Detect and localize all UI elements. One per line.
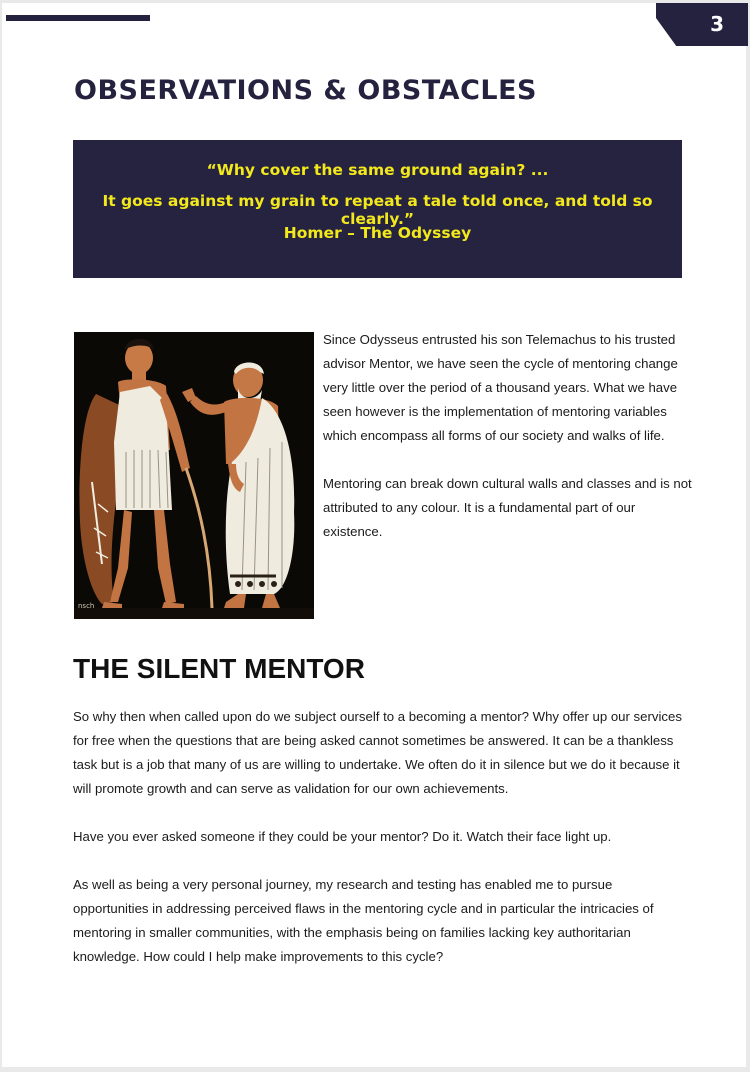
page-number-tab — [656, 3, 748, 46]
vase-painting-image — [74, 332, 314, 619]
intro-paragraph-1: Since Odysseus entrusted his son Telemachus to his trusted advisor Mentor, we have seen the cycle of mentoring change very little over the period of a thousand years. What we have seen however is the implementation of mentoring variables which encompass all forms of our society and walks of life. — [323, 332, 678, 443]
page-number: 3 — [710, 12, 724, 36]
body-text — [73, 705, 685, 993]
quote-line-1: “Why cover the same ground again? ... — [206, 161, 549, 179]
quote-box — [73, 140, 682, 278]
intro-text — [323, 328, 693, 568]
painter-signature: nsch — [78, 602, 95, 610]
header-rule — [6, 15, 150, 21]
body-paragraph-1: So why then when called upon do we subject ourself to a becoming a mentor? Why offer up our services for free when the questions that are being asked cannot sometimes be answered. It can be a thankless task but is a job that many of us are willing to undertake. We often do it in silence but we do it because it will promote growth and can serve as validation for our own achievements. — [73, 709, 682, 796]
section-title: OBSERVATIONS & OBSTACLES — [74, 75, 537, 106]
intro-paragraph-2: Mentoring can break down cultural walls and classes and is not attributed to any colour. It is a fundamental part of our existence. — [323, 476, 692, 539]
body-paragraph-3: As well as being a very personal journey, my research and testing has enabled me to pursue opportunities in addressing perceived flaws in the mentoring cycle and in particular the intricacies of mentoring in smaller communities, with the emphasis being on families lacking key authoritarian knowledge. How could I help make improvements to this cycle? — [73, 877, 654, 964]
quote-line-2: It goes against my grain to repeat a tale told once, and told so clearly.” — [102, 192, 653, 228]
quote-attribution: Homer – The Odyssey — [283, 224, 472, 242]
document-page — [2, 3, 746, 1067]
subsection-title: THE SILENT MENTOR — [73, 653, 365, 684]
body-paragraph-2: Have you ever asked someone if they could be your mentor? Do it. Watch their face light up. — [73, 829, 612, 844]
